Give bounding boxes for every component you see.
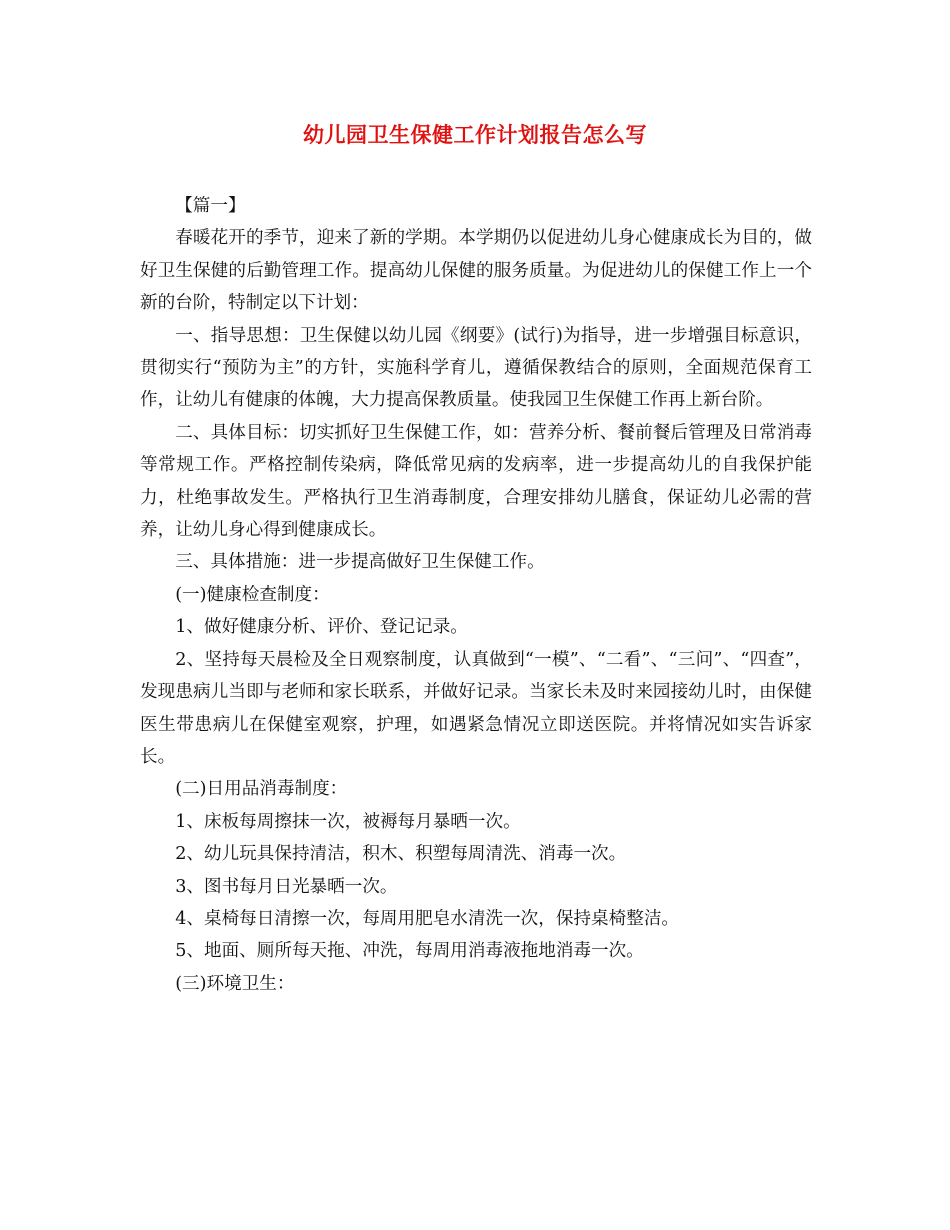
list-item: 2、幼儿玩具保持清洁，积木、积塑每周清洗、消毒一次。: [175, 844, 627, 865]
section-heading: 【篇一】: [175, 196, 246, 216]
list-item: 4、桌椅每日清擦一次，每周用肥皂水清洗一次，保持桌椅整洁。: [175, 908, 680, 929]
subsection-heading: (三)环境卫生：: [175, 973, 295, 994]
list-item: 3、图书每月日光暴晒一次。: [175, 876, 398, 897]
paragraph: 三、具体措施：进一步提高做好卫生保健工作。: [175, 552, 545, 573]
list-item: 1、做好健康分析、评价、登记记录。: [175, 617, 468, 638]
subsection-heading: (一)健康检查制度：: [175, 584, 330, 605]
list-item: 5、地面、厕所每天拖、冲洗，每周用消毒液拖地消毒一次。: [175, 941, 644, 962]
paragraph: 二、具体目标：切实抓好卫生保健工作，如：营养分析、餐前餐后管理及日常消毒等常规工作。严格控制传染病，降低常见病的发病率，进一步提高幼儿的自我保护能力，杜绝事故发生。严格执行卫生消毒制度，合理安排幼儿膳食，保证幼儿必需的营养，让幼儿身心得到健康成长。: [140, 422, 812, 541]
document-body: [140, 190, 812, 1000]
paragraph: 一、指导思想：卫生保健以幼儿园《纲要》(试行)为指导，进一步增强目标意识，贯彻实行“预防为主”的方针，实施科学育儿，遵循保教结合的原则，全面规范保育工作，让幼儿有健康的体魄，大力提高保教质量。使我园卫生保健工作再上新台阶。: [140, 325, 812, 411]
paragraph: 春暖花开的季节，迎来了新的学期。本学期仍以促进幼儿身心健康成长为目的，做好卫生保健的后勤管理工作。提高幼儿保健的服务质量。为促进幼儿的保健工作上一个新的台阶，特制定以下计划：: [140, 228, 812, 314]
subsection-heading: (二)日用品消毒制度：: [175, 779, 348, 800]
list-item: 1、床板每周擦抹一次，被褥每月暴晒一次。: [175, 811, 521, 832]
document-title: 幼儿园卫生保健工作计划报告怎么写: [303, 122, 647, 147]
list-item: 2、坚持每天晨检及全日观察制度，认真做到“一模”、“二看”、“三问”、“四查”，发现患病儿当即与老师和家长联系，并做好记录。当家长未及时来园接幼儿时，由保健医生带患病儿在保健室观察，护理，如遇紧急情况立即送医院。并将情况如实告诉家长。: [140, 649, 812, 767]
